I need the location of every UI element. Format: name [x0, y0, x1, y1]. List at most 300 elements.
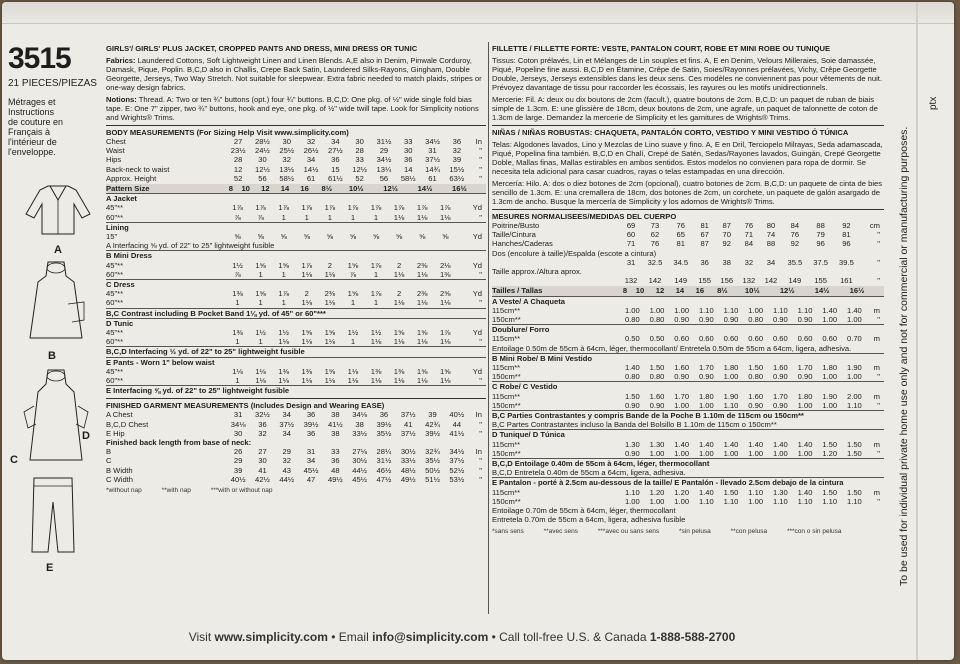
unit-cell: m — [873, 487, 880, 497]
table-cell: 1.90 — [723, 391, 739, 401]
table-cell: 1⅝ — [347, 289, 359, 299]
row-label: 150cm** — [492, 315, 521, 325]
size-row — [492, 286, 884, 295]
table-cell: 41½ — [449, 428, 465, 438]
table-cell: 32¾ — [425, 447, 440, 457]
unit-cell: " — [479, 337, 482, 347]
table-cell: 1⅛ — [301, 269, 313, 279]
section-header-row — [106, 308, 486, 318]
table-cell: 1⅛ — [439, 376, 451, 386]
table-cell: 1⅝ — [278, 260, 289, 270]
table-cell: 1 — [281, 212, 286, 222]
table-cell: 12 — [233, 164, 243, 174]
table-row — [492, 258, 884, 267]
table-cell: 1.10 — [698, 305, 714, 315]
table-cell: 30½ — [400, 447, 416, 457]
table-cell: 87 — [722, 221, 731, 230]
table-cell: 1.00 — [624, 496, 640, 506]
table-cell: 60 — [626, 230, 636, 240]
table-cell: 1⅛ — [324, 269, 336, 279]
left-column — [8, 42, 100, 157]
table-cell: 0.60 — [772, 334, 788, 344]
table-row — [106, 174, 486, 183]
table-cell: ⅞ — [234, 212, 241, 222]
table-cell: 37.5 — [813, 257, 829, 267]
row-label: Tailles / Tallas — [492, 286, 620, 295]
pieces-count: 21 PIECES/PIEZAS — [8, 78, 97, 89]
table-cell: 92 — [842, 221, 851, 230]
row-label: 45"** — [106, 366, 124, 376]
table-cell: 1.40 — [698, 487, 714, 497]
table-cell: 10 — [630, 286, 650, 295]
pattern-size-row — [106, 184, 486, 193]
view-cd-dress-tunic-illustration — [20, 366, 92, 466]
table-cell: 161 — [840, 276, 853, 286]
table-cell: 63½ — [449, 173, 465, 183]
table-cell: 1.50 — [846, 439, 862, 449]
table-cell: 61½ — [327, 173, 343, 183]
table-cell: 14½ — [805, 286, 840, 295]
table-cell: 1.10 — [772, 305, 788, 315]
row-label: Entretela 0.70m de 55cm a 64cm, ligera, adhesiva fusible — [492, 515, 686, 525]
tailles-row — [492, 286, 884, 295]
column-divider — [488, 42, 489, 614]
table-cell: 1⅞ — [278, 289, 289, 299]
table-cell: 1⅛ — [278, 376, 289, 386]
table-cell: 10 — [236, 184, 256, 193]
back-length-title: Finished back length from base of neck: — [106, 438, 252, 448]
unit-cell: Yd — [472, 366, 482, 376]
table-cell: 0.90 — [797, 372, 813, 382]
section-header-row — [492, 296, 884, 306]
table-cell: 65 — [676, 230, 685, 240]
table-cell: 61 — [306, 173, 316, 183]
section-header-row — [106, 318, 486, 328]
table-cell: 16 — [295, 184, 315, 193]
table-cell: 12½ — [352, 164, 368, 174]
table-cell: 1.40 — [674, 439, 690, 449]
table-cell: 1.00 — [674, 305, 690, 315]
table-cell: 1.00 — [846, 315, 862, 325]
table-cell: 2 — [396, 260, 402, 270]
table-row — [106, 241, 486, 251]
table-cell: 1.50 — [846, 487, 862, 497]
row-label: Hanches/Caderas — [492, 239, 553, 249]
table-cell: 44½ — [279, 474, 295, 484]
unit-cell: " — [877, 372, 880, 382]
unit-cell: m — [873, 391, 880, 401]
unit-cell: In — [475, 447, 482, 457]
table-cell: 1⅛ — [324, 376, 336, 386]
table-cell: 1.70 — [674, 391, 690, 401]
table-row — [492, 276, 884, 285]
table-row — [492, 401, 884, 411]
unit-cell: " — [479, 428, 482, 438]
unit-cell: " — [877, 257, 880, 267]
table-cell: 34 — [331, 137, 340, 146]
table-cell: 1.00 — [624, 305, 640, 315]
section-header: E Interfacing ⅝ yd. of 22" to 25" lightweight fusible — [106, 386, 486, 396]
unit-cell: Yd — [472, 289, 482, 299]
table-cell: 34 — [766, 257, 776, 267]
table-cell: 2⅜ — [324, 289, 336, 299]
table-cell: 38 — [355, 419, 364, 429]
section-header-row — [106, 280, 486, 290]
unit-cell: m — [873, 439, 880, 449]
table-row — [106, 270, 486, 280]
table-cell: 81 — [842, 230, 851, 240]
metrage-table — [492, 296, 884, 525]
table-cell: 1.10 — [797, 305, 813, 315]
table-cell: 1⅞ — [439, 203, 451, 213]
table-cell: 1⅛ — [301, 376, 313, 386]
table-cell: 26 — [233, 447, 243, 457]
table-cell: 76 — [744, 221, 754, 230]
website-link[interactable]: www.simplicity.com — [214, 630, 328, 644]
table-cell: 1.50 — [822, 439, 838, 449]
table-row — [492, 315, 884, 325]
section-header: E Pantalon - porté à 2.5cm au-dessous de la taille/ E Pantalón - llevado 2.5cm debajo de la cintura — [492, 478, 884, 488]
table-cell: 62 — [650, 230, 660, 240]
table-cell: 50½ — [425, 465, 440, 475]
table-cell: 2⅛ — [439, 260, 451, 270]
table-cell: 92 — [722, 239, 731, 249]
table-cell: 1.00 — [649, 496, 665, 506]
table-cell: 1.10 — [822, 496, 838, 506]
table-cell: 1.10 — [797, 496, 813, 506]
mesures-title: MESURES NORMALISEES/MEDIDAS DEL CUERPO — [492, 209, 884, 221]
table-row — [492, 372, 884, 382]
table-cell: 1 — [258, 269, 263, 279]
view-b-mini-dress-illustration — [24, 258, 88, 344]
row-label: B,C,D Entretela 0.40m de 55cm a 64cm, ligera, adhesiva. — [492, 468, 686, 478]
table-cell: 1.10 — [624, 487, 640, 497]
table-cell: 1.80 — [822, 363, 838, 373]
table-cell: 1⅝ — [301, 328, 313, 338]
table-cell: 31½ — [376, 456, 392, 466]
table-cell: 1.70 — [772, 391, 788, 401]
section-header: E Pants - Worn 1" below waist — [106, 357, 486, 367]
table-cell: 16½ — [442, 184, 476, 193]
table-cell: 56 — [379, 173, 389, 183]
table-cell: 1⅜ — [232, 328, 243, 338]
table-cell: 34⅛ — [352, 410, 368, 420]
table-cell: 0.90 — [772, 400, 788, 410]
table-cell: 1⅛ — [255, 376, 266, 386]
table-cell: 1½ — [370, 328, 382, 338]
row-label: B,C,D Chest — [106, 419, 149, 429]
table-cell: 1 — [235, 298, 240, 308]
table-cell: 0.90 — [674, 315, 690, 325]
table-cell: 41 — [258, 465, 267, 475]
unit-cell: " — [877, 448, 880, 458]
table-cell: 30 — [355, 137, 364, 146]
table-cell: 1⅛ — [301, 298, 313, 308]
table-cell: 36 — [306, 410, 316, 420]
table-cell: 36 — [331, 155, 340, 165]
table-cell: 1⅞ — [301, 203, 313, 213]
table-cell: ⅝ — [257, 232, 264, 242]
section-header-row — [106, 222, 486, 232]
table-cell: 1 — [258, 337, 263, 347]
table-cell: 1.00 — [698, 400, 714, 410]
finished-measurements-table — [106, 410, 486, 438]
table-cell: 30 — [233, 428, 243, 438]
table-cell: 1.90 — [822, 391, 838, 401]
table-cell: 36 — [306, 428, 316, 438]
table-cell: 1 — [281, 269, 286, 279]
table-row — [106, 232, 486, 241]
table-cell: 1 — [350, 298, 356, 308]
table-cell: 46½ — [376, 465, 392, 475]
table-cell: 1 — [281, 298, 286, 308]
row-label: Approx. Height — [106, 173, 157, 183]
table-cell: 1⅞ — [232, 203, 243, 213]
table-cell: 33 — [355, 155, 364, 165]
unit-cell: m — [873, 363, 880, 373]
section-header: B,C Parties Contrastantes y compris Bande de la Poche B 1.10m de 115cm ou 150cm** — [492, 411, 884, 421]
table-cell: 1.00 — [822, 372, 838, 382]
table-cell: 1.10 — [723, 400, 739, 410]
table-cell: 10½ — [735, 286, 770, 295]
table-cell: 37½ — [449, 456, 465, 466]
table-row — [106, 261, 486, 270]
table-cell: 0.80 — [748, 315, 764, 325]
table-cell: 1.60 — [772, 363, 788, 373]
row-label: 115cm** — [492, 363, 521, 373]
envelope-flap — [2, 2, 954, 24]
unit-cell: " — [877, 496, 880, 506]
table-cell: 0.80 — [624, 315, 640, 325]
row-label: 150cm** — [492, 400, 521, 410]
table-row — [106, 298, 486, 308]
table-cell: 1.20 — [822, 448, 838, 458]
row-label: Entoilage 0.50m de 55cm à 64cm, léger, thermocollant/ Entretela 0.50m de 55cm a 64cm, ligera, adhesiva. — [492, 343, 852, 353]
table-cell: ⅝ — [372, 232, 380, 242]
section-header-row — [492, 382, 884, 392]
table-cell: 1.40 — [698, 439, 714, 449]
table-cell: 1.50 — [624, 391, 640, 401]
table-cell: 1⅛ — [324, 337, 336, 347]
table-cell: 41 — [404, 419, 413, 429]
table-cell: 14½ — [303, 164, 319, 174]
table-cell: 1.60 — [748, 391, 764, 401]
telas-text: Telas: Algodones lavados, Lino y Mezclas de Lino suave y fino. A, E en Dril, Terciopelo Milrayas, Seda adamascada, Piqué, Popelina fina también. B,C,D en Chalí, Crepé de Satén, Sedas/Rayones lavados, Guingán, Crepé Georgette Doble, Mallas finas, Mallas estirables en ambos sentidos. Estos modelos no convienen para ropa de dormir. Se necesita tela adicional para casar cuadros, rayas o telas estampadas en una dirección. — [492, 140, 883, 176]
row-label: 150cm** — [492, 496, 521, 506]
table-cell: 49½ — [400, 474, 416, 484]
table-cell: 149 — [674, 276, 688, 286]
table-cell: 37½ — [279, 419, 295, 429]
table-cell: 34 — [282, 428, 291, 438]
table-cell: 2 — [396, 289, 402, 299]
table-cell: 0.90 — [624, 400, 640, 410]
email-link[interactable]: info@simplicity.com — [372, 630, 489, 644]
table-cell: ⅞ — [234, 269, 241, 279]
row-label: Poitrine/Busto — [492, 221, 540, 230]
view-label-c: C — [10, 454, 18, 466]
row-label: 45"** — [106, 260, 124, 270]
table-cell: 69 — [626, 221, 636, 230]
mesures-table — [492, 221, 884, 285]
table-cell: 1.80 — [698, 391, 714, 401]
pattern-envelope-back — [2, 2, 954, 660]
row-label: 150cm** — [492, 372, 521, 382]
table-cell: 92 — [790, 239, 800, 249]
table-cell: 1⅛ — [416, 376, 428, 386]
table-cell: 1½ — [255, 328, 266, 338]
section-header-row — [106, 251, 486, 261]
table-cell: ⅝ — [418, 232, 426, 242]
table-cell: 32 — [306, 137, 316, 146]
section-header: B,C Contrast including B Pocket Band 1⅛ yd. of 45" or 60"*** — [106, 308, 486, 318]
table-cell: 28 — [355, 146, 364, 156]
envelope-crease — [916, 2, 918, 660]
table-cell: 1⅝ — [324, 328, 336, 338]
table-cell: 40½ — [449, 410, 465, 420]
section-header: B Mini Dress — [106, 251, 486, 261]
table-cell: 39 — [428, 410, 437, 420]
table-cell: 71 — [744, 230, 754, 240]
table-cell: 1.00 — [649, 448, 665, 458]
table-cell: 1.00 — [748, 496, 764, 506]
table-cell: 1 — [373, 269, 379, 279]
table-cell: 71 — [626, 239, 636, 249]
table-cell: 14 — [670, 286, 690, 295]
table-cell: 2⅝ — [439, 289, 451, 299]
table-cell: 52 — [355, 173, 364, 183]
row-label: 45"** — [106, 203, 124, 213]
table-cell: 1⅝ — [393, 328, 405, 338]
table-cell: 1⅛ — [370, 376, 382, 386]
table-cell: 1⅜ — [232, 289, 243, 299]
table-row — [106, 213, 486, 223]
table-cell: 52 — [233, 173, 243, 183]
table-cell: 1⅞ — [255, 203, 266, 213]
table-cell: 13¼ — [376, 164, 392, 174]
table-cell: 58½ — [279, 173, 295, 183]
table-cell: 1⅛ — [416, 212, 428, 222]
table-cell: 32 — [282, 456, 291, 466]
table-cell: 2 — [327, 260, 332, 270]
table-cell: 1⅝ — [439, 366, 451, 376]
table-cell: 1⅛ — [255, 366, 266, 376]
unit-cell: " — [479, 474, 482, 484]
table-cell: 1.50 — [822, 487, 838, 497]
table-cell: 33½ — [352, 428, 368, 438]
table-cell: 0.50 — [649, 334, 665, 344]
section-header-row — [492, 411, 884, 421]
table-cell: 33 — [404, 137, 413, 146]
table-cell: 51½ — [425, 474, 440, 484]
section-header: B,C,D Entoilage 0.40m de 55cm à 64cm, léger, thermocollant — [492, 459, 884, 469]
table-cell: 1⅞ — [370, 289, 382, 299]
table-cell: 32 — [258, 428, 267, 438]
table-cell: 1.40 — [624, 363, 640, 373]
table-cell: 32.5 — [647, 257, 663, 267]
french-spanish-footnotes: *sans sens **avec sens ***avec ou sans sens *sin pelusa **con pelusa ***con o sin pelusa — [492, 527, 842, 535]
section-header-row — [106, 347, 486, 357]
unit-cell: " — [479, 376, 482, 386]
table-cell: 0.90 — [748, 400, 764, 410]
table-cell: 1.00 — [748, 448, 764, 458]
section-header-row — [492, 353, 884, 363]
table-cell: 1.20 — [649, 487, 665, 497]
table-row — [492, 440, 884, 449]
table-cell: 47 — [306, 474, 316, 484]
table-cell: 24½ — [255, 146, 270, 156]
table-cell: 36 — [452, 137, 462, 146]
table-cell: 15 — [331, 164, 340, 174]
french-spanish-column — [492, 44, 884, 536]
row-label: Dos (encolure à taille)/Espalda (escote a cintura) — [492, 248, 657, 258]
table-cell: 1⅛ — [416, 337, 428, 347]
table-cell: 34⅛ — [230, 419, 246, 429]
row-label — [492, 258, 620, 267]
spanish-title: NIÑAS / NIÑAS ROBUSTAS: CHAQUETA, PANTALÓN CORTO, VESTIDO Y MINI VESTIDO Ó TÚNICA — [492, 125, 884, 137]
table-cell: 52½ — [449, 465, 465, 475]
row-label: B — [106, 447, 112, 457]
table-cell: ⅝ — [395, 232, 403, 242]
table-row — [106, 376, 486, 386]
table-cell: 1.00 — [797, 448, 813, 458]
table-cell: 25½ — [279, 146, 295, 156]
unit-cell: " — [479, 456, 482, 466]
table-cell: 1⅞ — [301, 260, 313, 270]
table-cell: 1 — [350, 337, 356, 347]
table-cell: 1 — [373, 212, 379, 222]
table-cell: 8 — [226, 184, 236, 193]
table-cell: 81 — [676, 239, 685, 249]
table-cell: 1⅛ — [393, 269, 405, 279]
table-cell: 36 — [700, 257, 709, 267]
section-header: C Robe/ C Vestido — [492, 382, 884, 392]
table-cell: 27⅛ — [352, 447, 368, 457]
table-cell: 1 — [327, 212, 332, 222]
table-cell: 88 — [766, 239, 776, 249]
table-cell: 29 — [379, 146, 389, 156]
table-cell: 1.40 — [797, 439, 813, 449]
table-cell: 1 — [235, 337, 240, 347]
table-cell: 23½ — [230, 146, 246, 156]
table-cell: 44½ — [352, 465, 368, 475]
table-cell: 96 — [842, 239, 851, 249]
table-cell: 87 — [700, 239, 709, 249]
row-label: Waist — [106, 146, 125, 156]
table-cell: 1.30 — [649, 439, 665, 449]
table-cell: 1⅛ — [393, 376, 405, 386]
table-cell: 0.60 — [723, 334, 739, 344]
row-label: B,C Partes Contrastantes incluso la Banda del Bolsillo B 1.10m de 115cm o 150cm** — [492, 420, 777, 430]
table-row — [106, 337, 486, 347]
unit-cell: Yd — [472, 260, 482, 270]
table-cell: 1⅝ — [347, 260, 359, 270]
view-label-d: D — [82, 430, 90, 442]
table-cell: 45½ — [303, 465, 319, 475]
row-label: Chest — [106, 137, 126, 146]
table-cell: 1.40 — [822, 305, 838, 315]
table-cell: 1⅛ — [347, 376, 359, 386]
table-cell: 36 — [258, 419, 267, 429]
table-cell: 31 — [626, 257, 636, 267]
table-cell: 142 — [764, 276, 778, 286]
table-cell: 32 — [744, 257, 754, 267]
table-cell: 42½ — [255, 474, 270, 484]
table-cell: 27½ — [327, 146, 343, 156]
table-cell: 1⅞ — [324, 203, 336, 213]
table-cell: ⅝ — [326, 232, 334, 242]
table-cell: 1 — [373, 298, 379, 308]
table-cell: 1⅜ — [370, 366, 382, 376]
